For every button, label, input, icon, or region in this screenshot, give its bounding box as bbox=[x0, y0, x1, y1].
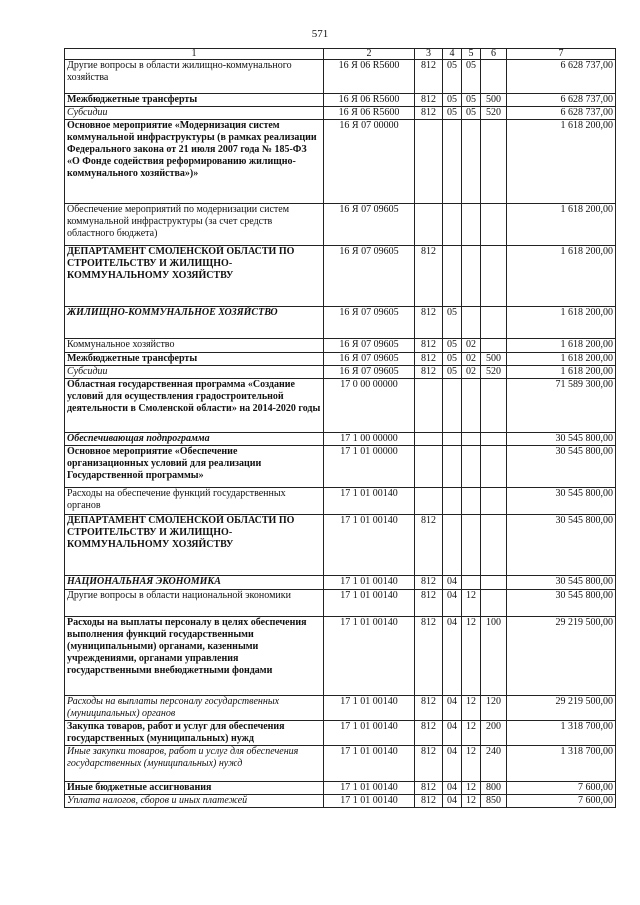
table-row bbox=[65, 120, 616, 204]
row-subsection-code: 12 bbox=[462, 721, 481, 746]
row-name: Уплата налогов, сборов и иных платежей bbox=[65, 795, 324, 808]
row-name: Иные закупки товаров, работ и услуг для обеспечения государственных (муниципальных) нужд bbox=[65, 746, 324, 782]
row-name: Субсидии bbox=[65, 107, 324, 120]
row-target-code: 16 Я 06 R5600 bbox=[324, 94, 415, 107]
table-row bbox=[65, 746, 616, 782]
row-ministry-code: 812 bbox=[415, 795, 443, 808]
row-section-code: 05 bbox=[443, 353, 462, 366]
table-row bbox=[65, 94, 616, 107]
row-subsection-code: 12 bbox=[462, 782, 481, 795]
row-target-code: 16 Я 07 09605 bbox=[324, 339, 415, 353]
table-row bbox=[65, 446, 616, 488]
row-expense-type bbox=[481, 446, 507, 488]
row-amount: 71 589 300,00 bbox=[507, 379, 616, 433]
row-name: ДЕПАРТАМЕНТ СМОЛЕНСКОЙ ОБЛАСТИ ПО СТРОИТЕЛЬСТВУ И ЖИЛИЩНО-КОММУНАЛЬНОМУ ХОЗЯЙСТВУ bbox=[65, 515, 324, 576]
row-amount: 6 628 737,00 bbox=[507, 60, 616, 94]
row-expense-type bbox=[481, 246, 507, 307]
row-expense-type bbox=[481, 379, 507, 433]
table-row bbox=[65, 339, 616, 353]
row-expense-type bbox=[481, 60, 507, 94]
row-target-code: 16 Я 07 09605 bbox=[324, 366, 415, 379]
row-section-code: 05 bbox=[443, 60, 462, 94]
row-target-code: 16 Я 07 00000 bbox=[324, 120, 415, 204]
row-subsection-code: 05 bbox=[462, 107, 481, 120]
row-section-code: 04 bbox=[443, 590, 462, 617]
row-ministry-code: 812 bbox=[415, 721, 443, 746]
row-ministry-code bbox=[415, 446, 443, 488]
row-subsection-code bbox=[462, 515, 481, 576]
row-expense-type: 100 bbox=[481, 617, 507, 696]
row-name: Обеспечивающая подпрограмма bbox=[65, 433, 324, 446]
row-name: Обеспечение мероприятий по модернизации систем коммунальной инфраструктуры (за счет средств областного бюджета) bbox=[65, 204, 324, 246]
row-expense-type bbox=[481, 339, 507, 353]
table-row bbox=[65, 246, 616, 307]
row-subsection-code: 12 bbox=[462, 696, 481, 721]
row-amount: 29 219 500,00 bbox=[507, 617, 616, 696]
row-name: Другие вопросы в области жилищно-коммунального хозяйства bbox=[65, 60, 324, 94]
row-subsection-code: 12 bbox=[462, 795, 481, 808]
row-amount: 1 618 200,00 bbox=[507, 339, 616, 353]
row-section-code bbox=[443, 120, 462, 204]
row-target-code: 16 Я 07 09605 bbox=[324, 204, 415, 246]
row-amount: 1 618 200,00 bbox=[507, 204, 616, 246]
row-ministry-code: 812 bbox=[415, 590, 443, 617]
row-section-code: 05 bbox=[443, 307, 462, 339]
row-expense-type bbox=[481, 590, 507, 617]
row-ministry-code: 812 bbox=[415, 107, 443, 120]
row-section-code: 05 bbox=[443, 366, 462, 379]
table-row bbox=[65, 433, 616, 446]
row-target-code: 17 1 01 00140 bbox=[324, 617, 415, 696]
row-ministry-code: 812 bbox=[415, 746, 443, 782]
row-amount: 30 545 800,00 bbox=[507, 576, 616, 590]
header-col-6: 6 bbox=[481, 49, 507, 60]
row-subsection-code bbox=[462, 120, 481, 204]
page-number: 571 bbox=[311, 28, 329, 40]
table-row bbox=[65, 307, 616, 339]
row-name: Субсидии bbox=[65, 366, 324, 379]
row-target-code: 16 Я 07 09605 bbox=[324, 353, 415, 366]
row-amount: 29 219 500,00 bbox=[507, 696, 616, 721]
row-name: Коммунальное хозяйство bbox=[65, 339, 324, 353]
table-row bbox=[65, 721, 616, 746]
row-target-code: 17 1 01 00140 bbox=[324, 696, 415, 721]
row-ministry-code: 812 bbox=[415, 576, 443, 590]
row-amount: 1 618 200,00 bbox=[507, 307, 616, 339]
row-amount: 1 618 200,00 bbox=[507, 120, 616, 204]
row-ministry-code: 812 bbox=[415, 696, 443, 721]
row-ministry-code: 812 bbox=[415, 339, 443, 353]
row-section-code: 05 bbox=[443, 339, 462, 353]
row-expense-type: 240 bbox=[481, 746, 507, 782]
row-expense-type bbox=[481, 576, 507, 590]
row-name: ЖИЛИЩНО-КОММУНАЛЬНОЕ ХОЗЯЙСТВО bbox=[65, 307, 324, 339]
row-section-code: 04 bbox=[443, 746, 462, 782]
row-expense-type bbox=[481, 120, 507, 204]
row-section-code bbox=[443, 204, 462, 246]
row-section-code bbox=[443, 246, 462, 307]
header-row bbox=[65, 49, 616, 60]
header-col-2: 2 bbox=[324, 49, 415, 60]
table-row bbox=[65, 795, 616, 808]
table-row bbox=[65, 576, 616, 590]
row-section-code: 05 bbox=[443, 94, 462, 107]
header-col-7: 7 bbox=[507, 49, 616, 60]
row-section-code bbox=[443, 433, 462, 446]
row-name: Расходы на выплаты персоналу государственных (муниципальных) органов bbox=[65, 696, 324, 721]
table-row bbox=[65, 204, 616, 246]
row-subsection-code bbox=[462, 488, 481, 515]
row-target-code: 17 1 01 00140 bbox=[324, 721, 415, 746]
row-expense-type bbox=[481, 488, 507, 515]
row-ministry-code bbox=[415, 379, 443, 433]
row-target-code: 17 1 01 00000 bbox=[324, 446, 415, 488]
row-section-code: 04 bbox=[443, 721, 462, 746]
row-ministry-code: 812 bbox=[415, 307, 443, 339]
row-subsection-code: 12 bbox=[462, 617, 481, 696]
row-expense-type: 850 bbox=[481, 795, 507, 808]
row-section-code: 04 bbox=[443, 576, 462, 590]
row-target-code: 17 1 01 00140 bbox=[324, 576, 415, 590]
row-section-code: 05 bbox=[443, 107, 462, 120]
row-expense-type bbox=[481, 204, 507, 246]
row-name: Расходы на выплаты персоналу в целях обеспечения выполнения функций государственными (муниципальными) органами, казенными учреждениями, органами управления государственными внебюджетными фондами bbox=[65, 617, 324, 696]
row-target-code: 17 1 01 00140 bbox=[324, 746, 415, 782]
row-target-code: 16 Я 07 09605 bbox=[324, 307, 415, 339]
row-expense-type: 520 bbox=[481, 366, 507, 379]
row-ministry-code: 812 bbox=[415, 782, 443, 795]
row-section-code: 04 bbox=[443, 795, 462, 808]
row-name: Закупка товаров, работ и услуг для обеспечения государственных (муниципальных) нужд bbox=[65, 721, 324, 746]
table-row bbox=[65, 515, 616, 576]
row-section-code bbox=[443, 379, 462, 433]
row-amount: 30 545 800,00 bbox=[507, 433, 616, 446]
row-target-code: 16 Я 06 R5600 bbox=[324, 60, 415, 94]
table-row bbox=[65, 590, 616, 617]
row-ministry-code: 812 bbox=[415, 366, 443, 379]
row-ministry-code: 812 bbox=[415, 353, 443, 366]
row-expense-type: 800 bbox=[481, 782, 507, 795]
row-name: ДЕПАРТАМЕНТ СМОЛЕНСКОЙ ОБЛАСТИ ПО СТРОИТЕЛЬСТВУ И ЖИЛИЩНО-КОММУНАЛЬНОМУ ХОЗЯЙСТВУ bbox=[65, 246, 324, 307]
row-section-code bbox=[443, 488, 462, 515]
row-subsection-code: 02 bbox=[462, 339, 481, 353]
row-subsection-code bbox=[462, 379, 481, 433]
row-subsection-code: 02 bbox=[462, 353, 481, 366]
row-subsection-code bbox=[462, 307, 481, 339]
row-amount: 6 628 737,00 bbox=[507, 94, 616, 107]
row-amount: 1 318 700,00 bbox=[507, 721, 616, 746]
row-subsection-code: 05 bbox=[462, 94, 481, 107]
row-subsection-code: 12 bbox=[462, 746, 481, 782]
row-amount: 1 618 200,00 bbox=[507, 366, 616, 379]
row-amount: 7 600,00 bbox=[507, 795, 616, 808]
row-target-code: 17 0 00 00000 bbox=[324, 379, 415, 433]
row-amount: 1 618 200,00 bbox=[507, 353, 616, 366]
row-name: НАЦИОНАЛЬНАЯ ЭКОНОМИКА bbox=[65, 576, 324, 590]
table-row bbox=[65, 353, 616, 366]
row-name: Основное мероприятие «Модернизация систем коммунальной инфраструктуры (в рамках реализации Федерального закона от 21 июля 2007 года № 185-ФЗ «О Фонде содействия реформированию жилищно-коммунального хозяйства»)» bbox=[65, 120, 324, 204]
budget-table bbox=[64, 48, 616, 808]
row-amount: 30 545 800,00 bbox=[507, 515, 616, 576]
row-subsection-code bbox=[462, 204, 481, 246]
row-amount: 30 545 800,00 bbox=[507, 446, 616, 488]
row-expense-type bbox=[481, 433, 507, 446]
header-col-1: 1 bbox=[65, 49, 324, 60]
row-target-code: 17 1 00 00000 bbox=[324, 433, 415, 446]
row-name: Межбюджетные трансферты bbox=[65, 353, 324, 366]
row-subsection-code: 02 bbox=[462, 366, 481, 379]
row-amount: 6 628 737,00 bbox=[507, 107, 616, 120]
row-target-code: 17 1 01 00140 bbox=[324, 515, 415, 576]
row-section-code bbox=[443, 446, 462, 488]
row-target-code: 17 1 01 00140 bbox=[324, 488, 415, 515]
row-section-code bbox=[443, 515, 462, 576]
row-expense-type: 500 bbox=[481, 94, 507, 107]
row-amount: 1 318 700,00 bbox=[507, 746, 616, 782]
row-name: Основное мероприятие «Обеспечение организационных условий для реализации Государственной программы» bbox=[65, 446, 324, 488]
row-amount: 30 545 800,00 bbox=[507, 488, 616, 515]
row-name: Межбюджетные трансферты bbox=[65, 94, 324, 107]
row-expense-type bbox=[481, 515, 507, 576]
row-expense-type bbox=[481, 307, 507, 339]
row-target-code: 17 1 01 00140 bbox=[324, 590, 415, 617]
table-row bbox=[65, 107, 616, 120]
row-expense-type: 520 bbox=[481, 107, 507, 120]
row-ministry-code: 812 bbox=[415, 617, 443, 696]
table-row bbox=[65, 696, 616, 721]
row-name: Расходы на обеспечение функций государственных органов bbox=[65, 488, 324, 515]
table-row bbox=[65, 60, 616, 94]
row-subsection-code bbox=[462, 576, 481, 590]
row-section-code: 04 bbox=[443, 782, 462, 795]
row-ministry-code bbox=[415, 120, 443, 204]
row-subsection-code: 05 bbox=[462, 60, 481, 94]
table-row bbox=[65, 488, 616, 515]
row-target-code: 16 Я 06 R5600 bbox=[324, 107, 415, 120]
row-amount: 1 618 200,00 bbox=[507, 246, 616, 307]
header-col-3: 3 bbox=[415, 49, 443, 60]
table-row bbox=[65, 379, 616, 433]
table-row bbox=[65, 617, 616, 696]
header-col-5: 5 bbox=[462, 49, 481, 60]
row-subsection-code bbox=[462, 446, 481, 488]
row-amount: 7 600,00 bbox=[507, 782, 616, 795]
row-expense-type: 500 bbox=[481, 353, 507, 366]
row-name: Областная государственная программа «Создание условий для осуществления градостроительной деятельности в Смоленской области» на 2014-2020 годы bbox=[65, 379, 324, 433]
row-ministry-code bbox=[415, 433, 443, 446]
row-target-code: 16 Я 07 09605 bbox=[324, 246, 415, 307]
row-ministry-code bbox=[415, 488, 443, 515]
row-section-code: 04 bbox=[443, 696, 462, 721]
row-name: Другие вопросы в области национальной экономики bbox=[65, 590, 324, 617]
row-section-code: 04 bbox=[443, 617, 462, 696]
row-subsection-code bbox=[462, 433, 481, 446]
table-row bbox=[65, 782, 616, 795]
row-target-code: 17 1 01 00140 bbox=[324, 795, 415, 808]
row-subsection-code bbox=[462, 246, 481, 307]
row-ministry-code bbox=[415, 204, 443, 246]
row-amount: 30 545 800,00 bbox=[507, 590, 616, 617]
row-ministry-code: 812 bbox=[415, 94, 443, 107]
row-name: Иные бюджетные ассигнования bbox=[65, 782, 324, 795]
row-ministry-code: 812 bbox=[415, 60, 443, 94]
header-col-4: 4 bbox=[443, 49, 462, 60]
row-ministry-code: 812 bbox=[415, 515, 443, 576]
table-body bbox=[65, 60, 616, 808]
row-ministry-code: 812 bbox=[415, 246, 443, 307]
row-subsection-code: 12 bbox=[462, 590, 481, 617]
row-expense-type: 120 bbox=[481, 696, 507, 721]
row-expense-type: 200 bbox=[481, 721, 507, 746]
row-target-code: 17 1 01 00140 bbox=[324, 782, 415, 795]
table-row bbox=[65, 366, 616, 379]
